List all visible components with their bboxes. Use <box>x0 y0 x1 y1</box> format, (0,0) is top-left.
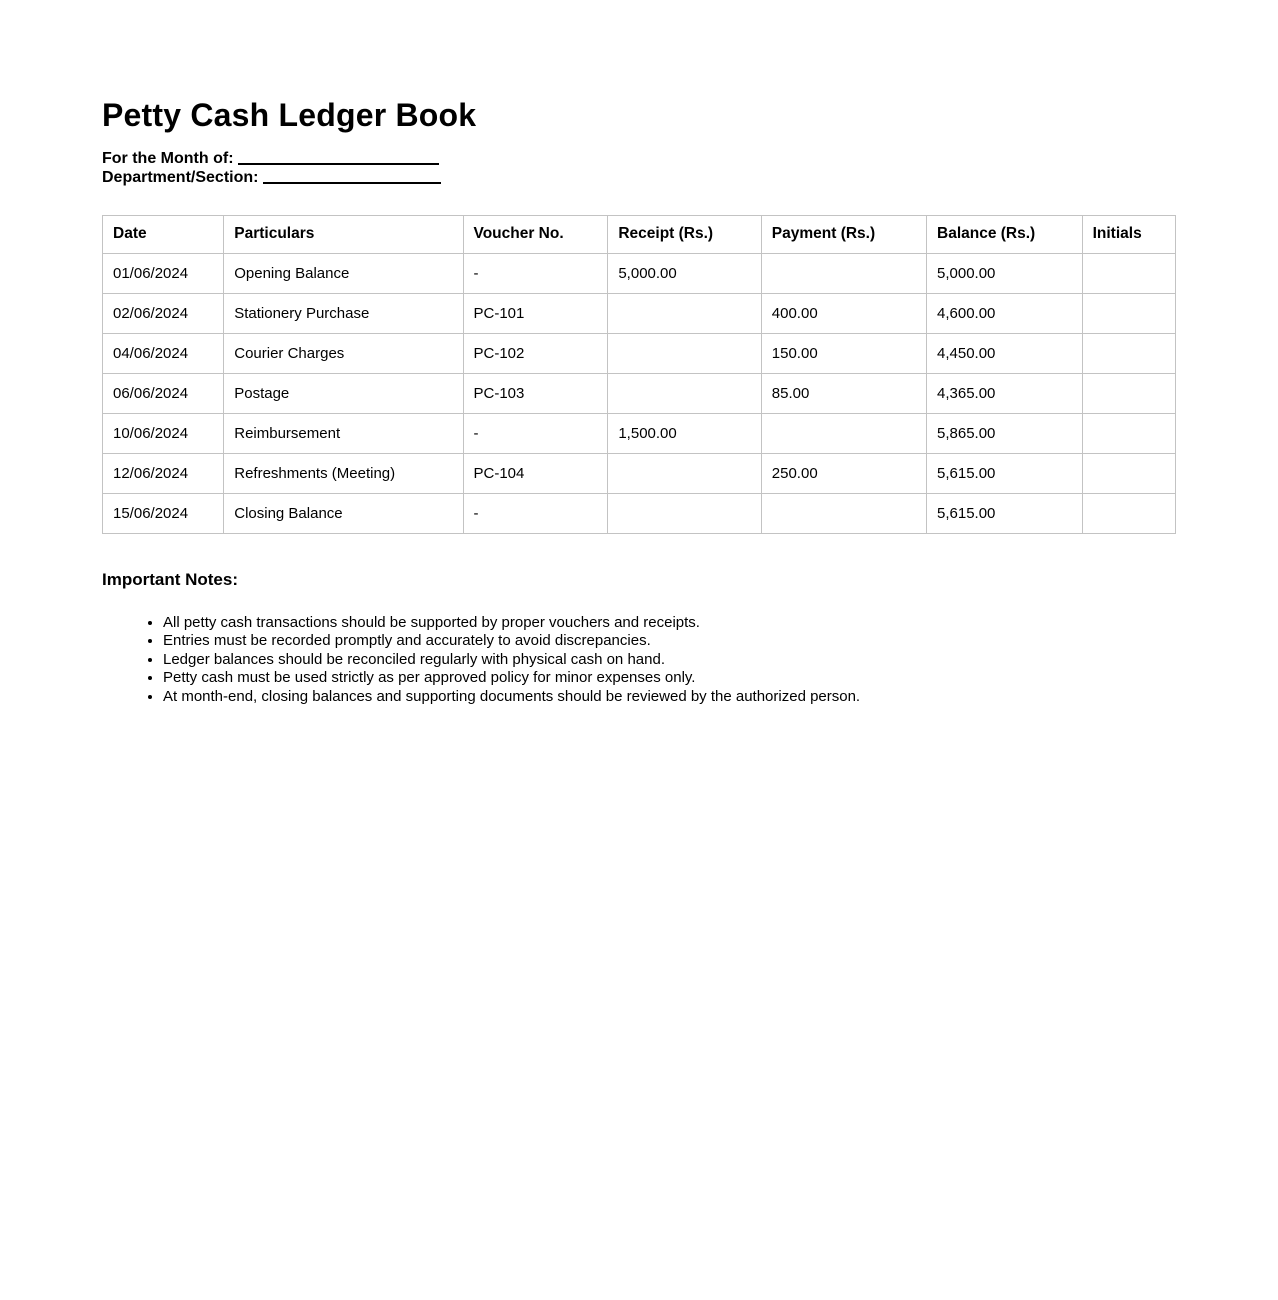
month-line <box>102 149 1176 168</box>
table-cell: - <box>463 413 608 453</box>
table-row <box>103 333 1176 373</box>
table-cell: Reimbursement <box>224 413 463 453</box>
table-cell: 06/06/2024 <box>103 373 224 413</box>
table-cell: Postage <box>224 373 463 413</box>
table-cell <box>608 373 761 413</box>
table-header-row <box>103 215 1176 253</box>
table-cell: 4,365.00 <box>927 373 1083 413</box>
department-line <box>102 168 1176 187</box>
table-cell: - <box>463 253 608 293</box>
department-label: Department/Section: <box>102 168 259 186</box>
table-cell: 4,600.00 <box>927 293 1083 333</box>
table-cell: 5,865.00 <box>927 413 1083 453</box>
table-cell: PC-102 <box>463 333 608 373</box>
table-cell: 5,615.00 <box>927 453 1083 493</box>
table-cell <box>761 253 926 293</box>
table-cell: 250.00 <box>761 453 926 493</box>
table-cell <box>761 413 926 453</box>
ledger-table-head <box>103 215 1176 253</box>
table-cell: Refreshments (Meeting) <box>224 453 463 493</box>
department-blank-line <box>263 172 441 184</box>
table-cell <box>608 493 761 533</box>
table-row <box>103 293 1176 333</box>
page-title: Petty Cash Ledger Book <box>102 97 477 133</box>
table-cell: 150.00 <box>761 333 926 373</box>
table-cell: PC-104 <box>463 453 608 493</box>
table-cell <box>1082 333 1175 373</box>
month-blank-line <box>238 153 439 165</box>
table-cell: - <box>463 493 608 533</box>
table-row <box>103 453 1176 493</box>
table-cell: 4,450.00 <box>927 333 1083 373</box>
table-cell <box>608 453 761 493</box>
table-cell: 5,615.00 <box>927 493 1083 533</box>
table-cell <box>1082 253 1175 293</box>
table-cell: 1,500.00 <box>608 413 761 453</box>
table-row <box>103 493 1176 533</box>
table-cell: 5,000.00 <box>608 253 761 293</box>
table-cell: 400.00 <box>761 293 926 333</box>
table-cell: 15/06/2024 <box>103 493 224 533</box>
table-row <box>103 373 1176 413</box>
notes-list <box>102 614 1176 707</box>
table-cell <box>608 333 761 373</box>
column-header: Voucher No. <box>463 215 608 253</box>
table-cell: 12/06/2024 <box>103 453 224 493</box>
column-header: Particulars <box>224 215 463 253</box>
column-header: Balance (Rs.) <box>927 215 1083 253</box>
column-header: Receipt (Rs.) <box>608 215 761 253</box>
table-cell: 10/06/2024 <box>103 413 224 453</box>
column-header: Date <box>103 215 224 253</box>
table-cell: 04/06/2024 <box>103 333 224 373</box>
note-item: • Petty cash must be used strictly as per approved policy for minor expenses only. <box>163 669 1176 688</box>
petty-cash-ledger-table <box>102 215 1176 534</box>
table-cell <box>608 293 761 333</box>
table-cell <box>1082 453 1175 493</box>
column-header: Initials <box>1082 215 1175 253</box>
table-cell <box>1082 293 1175 333</box>
table-cell: 5,000.00 <box>927 253 1083 293</box>
table-cell: Opening Balance <box>224 253 463 293</box>
month-label: For the Month of: <box>102 149 234 167</box>
note-item: • At month-end, closing balances and supporting documents should be reviewed by the authorized person. <box>163 688 1176 707</box>
table-cell <box>1082 413 1175 453</box>
table-cell: Stationery Purchase <box>224 293 463 333</box>
column-header: Payment (Rs.) <box>761 215 926 253</box>
note-item: • All petty cash transactions should be supported by proper vouchers and receipts. <box>163 614 1176 633</box>
note-item: • Entries must be recorded promptly and accurately to avoid discrepancies. <box>163 632 1176 651</box>
table-cell <box>1082 493 1175 533</box>
note-item: • Ledger balances should be reconciled regularly with physical cash on hand. <box>163 651 1176 670</box>
notes-heading: Important Notes: <box>102 569 238 589</box>
table-row <box>103 253 1176 293</box>
table-cell <box>761 493 926 533</box>
ledger-table-body <box>103 253 1176 533</box>
table-row <box>103 413 1176 453</box>
table-cell: Closing Balance <box>224 493 463 533</box>
table-cell: PC-103 <box>463 373 608 413</box>
table-cell: Courier Charges <box>224 333 463 373</box>
table-cell: 02/06/2024 <box>103 293 224 333</box>
table-cell: 01/06/2024 <box>103 253 224 293</box>
table-cell <box>1082 373 1175 413</box>
table-cell: PC-101 <box>463 293 608 333</box>
table-cell: 85.00 <box>761 373 926 413</box>
